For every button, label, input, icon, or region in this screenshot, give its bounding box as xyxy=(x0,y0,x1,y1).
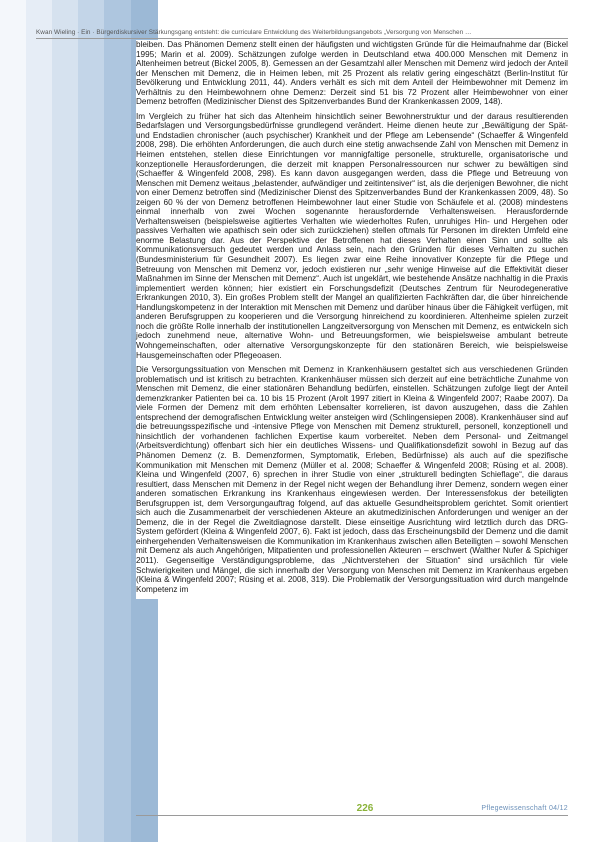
stripe-3 xyxy=(52,0,78,842)
page-number: 226 xyxy=(356,803,374,814)
paragraph: Die Versorgungssituation von Menschen mit Demenz in Krankenhäusern gestaltet sich aus verschiedenen Gründen problematisch und ist kritisch zu betrachten. Krankenhäuser müssen sich derzeit auf eine beträchtliche Zunahme von Menschen mit Demenz, die einer stationären Behandlung bedürfen, einstellen. Schätzungen zufolge liegt der Anteil demenzkranker Patienten bei ca. 10 bis 15 Prozent (Arolt 1997 zitiert in Kleina & Wingenfeld 2007; Raabe 2007). Da viele Formen der Demenz mit dem erhöhten Lebensalter korrelieren, ist davon auszugehen, dass die Zahlen entsprechend der demografischen Entwicklung weiter ansteigen wird (Schlingensiepen 2008). Krankenhäuser sind auf die betreuungsspezifische und -intensive Pflege von Menschen mit Demenz strukturell, personell, konzeptionell und hinsichtlich der vorhandenen fachlichen Expertise kaum vorbereitet. Neben dem Personal- und Zeitmangel (Arbeitsverdichtung) offenbart sich hier ein deutliches Wissens- und Qualifikationsdefizit sowohl in Bezug auf das Phänomen Demenz (z. B. Demenzformen, Symptomatik, Erleben, Bedürfnisse) als auch auf die spezifische Kommunikation mit Menschen mit Demenz (Müller et al. 2008; Schaeffer & Wingenfeld 2008; Rüsing et al. 2008). Kleina und Wingenfeld (2007, 6) sprechen in ihrer Studie von einer „strukturell bedingten Schieflage“, die daraus resultiert, dass Menschen mit Demenz in der Regel nicht wegen der Behandlung ihrer Demenz, sondern wegen einer anderen somatischen Erkrankung ins Krankenhaus eingewiesen werden. Der Interessensfokus der beteiligten Berufsgruppen ist, dem Versorgungauftrag folgend, auf das aktuelle Gesundheitsproblem gerichtet. Somit orientiert sich auch die Zusammenarbeit der verschiedenen Akteure an akutmedizinischen Anforderungen und weniger an der Demenz, die in der Regel die Zweitdiagnose darstellt. Diese einseitige Ausrichtung wird letztlich durch das DRG-System gefördert (Kleina & Wingenfeld 2007, 6). Fakt ist jedoch, dass das Erscheinungsbild der Demenz und die damit einhergehenden Verhaltensweisen die Kommunikation im Krankenhaus zwischen allen Beteiligten – sowohl Menschen mit Demenz als auch Angehörigen, Mitpatienten und professionellen Akteuren – erschwert (Walther Nufer & Spichiger 2011). Gegenseitige Verständigungsprobleme, das „Nichtverstehen der Situation“ sind ursächlich für viele Schwierigkeiten und Mängel, die sich innerhalb der Versorgung von Menschen mit Demenz im Krankenhaus ergeben (Kleina & Wingenfeld 2007; Rüsing et al. 2008, 319). Die Problematik der Versorgungssituation wird durch mangelnde Kompetenz im xyxy=(136,365,568,594)
running-header: Kwan Wieling · Ein · Bürgerdiskursiver Stärkungsgang entsteht: die curriculare Entwicklung des Weiterbildungsangebots „Versorgung von Menschen … xyxy=(36,29,568,39)
stripe-5 xyxy=(104,0,131,842)
paragraph: Im Vergleich zu früher hat sich das Altenheim hinsichtlich seiner Bewohnerstruktur und der daraus resultierenden Bedarfslagen und Versorgungsbedürfnisse grundlegend verändert. Heime dienen heute zur „Bewältigung der Spät- und Endstadien chronischer (auch psychischer) Krankheit und der Pflege am Lebensende“ (Schaeffer & Wingenfeld 2008, 298). Die erhöhten Anforderungen, die auch durch eine stetig anwachsende Zahl von Menschen mit Demenz in Heimen entstehen, stellen diese Einrichtungen vor mannigfaltige personelle, strukturelle, organisatorische und konzeptionelle Herausforderungen, die derzeit mit knappen Personalressourcen nur schwer zu bewältigen sind (Schaeffer & Wingenfeld 2008, 298). Es kann davon ausgegangen werden, dass die Pflege und Betreuung von Menschen mit Demenz weitaus „belastender, aufwändiger und zeitintensiver“ ist, als die derjenigen Bewohner, die nicht von einer Demenz betroffen sind (Medizinischer Dienst des Spitzenverbandes Bund der Krankenkassen 2009, 48). So zeigen 60 % der von Demenz betroffenen Heimbewohner laut einer Studie von Schäufele et al. (2008) mindestens einmal innerhalb von zwei Wochen sogenannte herausfordernde Verhaltensweisen. Herausfordernde Verhaltensweisen (beispielsweise agitiertes Verhalten wie wiederholtes Rufen, unruhiges Hin- und Hergehen oder passives Verhalten wie apathisch sein oder sich zurückziehen) stellen oftmals für Personen im direkten Umfeld eine enorme Belastung dar. Aus der Perspektive der Betroffenen hat dieses Verhalten einen Sinn und sollte als Kommunikationsversuch gedeutet werden und Anlass sein, nach den Gründen für dieses Verhalten zu suchen (Bundesministerium für Gesundheit 2007). Es liegen zwar eine Reihe innovativer Konzepte für die Pflege und Betreuung von Menschen mit Demenz vor, jedoch existieren nur „sehr wenige Hinweise auf die Effektivität dieser Maßnahmen im Sinne der Menschen mit Demenz“. Auch ist ungeklärt, wie bestehende Ansätze nachhaltig in die Praxis implementiert werden können; hier existiert ein Forschungsdefizit (Deutsches Zentrum für Neurodegenerative Erkrankungen 2010, 3). Ein großes Problem stellt der Mangel an qualifizierten Fachkräften dar, die über hinreichende Handlungskompetenz in der Interaktion mit Menschen mit Demenz und darüber hinaus über die Fähigkeit verfügen, mit anderen Berufsgruppen zu kooperieren und die Versorgung hinreichend zu koordinieren. Altenheime spielen zurzeit noch die größte Rolle innerhalb der institutionellen Langzeitversorgung von Menschen mit Demenz, es entwickeln sich jedoch zunehmend neue, alternative Wohn- und Betreuungsformen, wie beispielsweise ambulant betreute Wohngemeinschaften, oder alternative Versorgungskonzepte für den stationären Bereich, wie beispielsweise Hausgemeinschaften oder Pflegeoasen. xyxy=(136,111,568,360)
stripe-2 xyxy=(26,0,52,842)
journal-name: Pflegewissenschaft 04/12 xyxy=(481,805,568,812)
stripe-1 xyxy=(0,0,26,842)
stripe-4 xyxy=(78,0,104,842)
paragraph: bleiben. Das Phänomen Demenz stellt einen der häufigsten und wichtigsten Gründe für die Heimaufnahme dar (Bickel 1995; Marin et al. 2009). Schätzungen zufolge werden in Deutschland etwa 400.000 Menschen mit Demenz in Altenheimen betreut (Bickel 2005, 8). Gemessen an der Gesamtzahl aller Menschen mit Demenz wird jedoch der Anteil der Menschen mit Demenz, die in Heimen leben, mit 25 Prozent als relativ gering eingeschätzt (Berlin-Institut für Bevölkerung und Entwicklung 2011, 44). Anders verhält es sich mit dem Anteil der Heimbewohner mit Demenz im Verhältnis zu den Heimbewohnern ohne Demenz: Derzeit sind 51 bis 72 Prozent aller Heimbewohner von einer Demenz betroffen (Medizinischer Dienst des Spitzenverbandes Bund der Krankenkassen 2009, 148). xyxy=(136,40,568,107)
footer-divider xyxy=(136,815,568,816)
decorative-side-stripes xyxy=(0,0,158,842)
body-text xyxy=(136,40,568,599)
